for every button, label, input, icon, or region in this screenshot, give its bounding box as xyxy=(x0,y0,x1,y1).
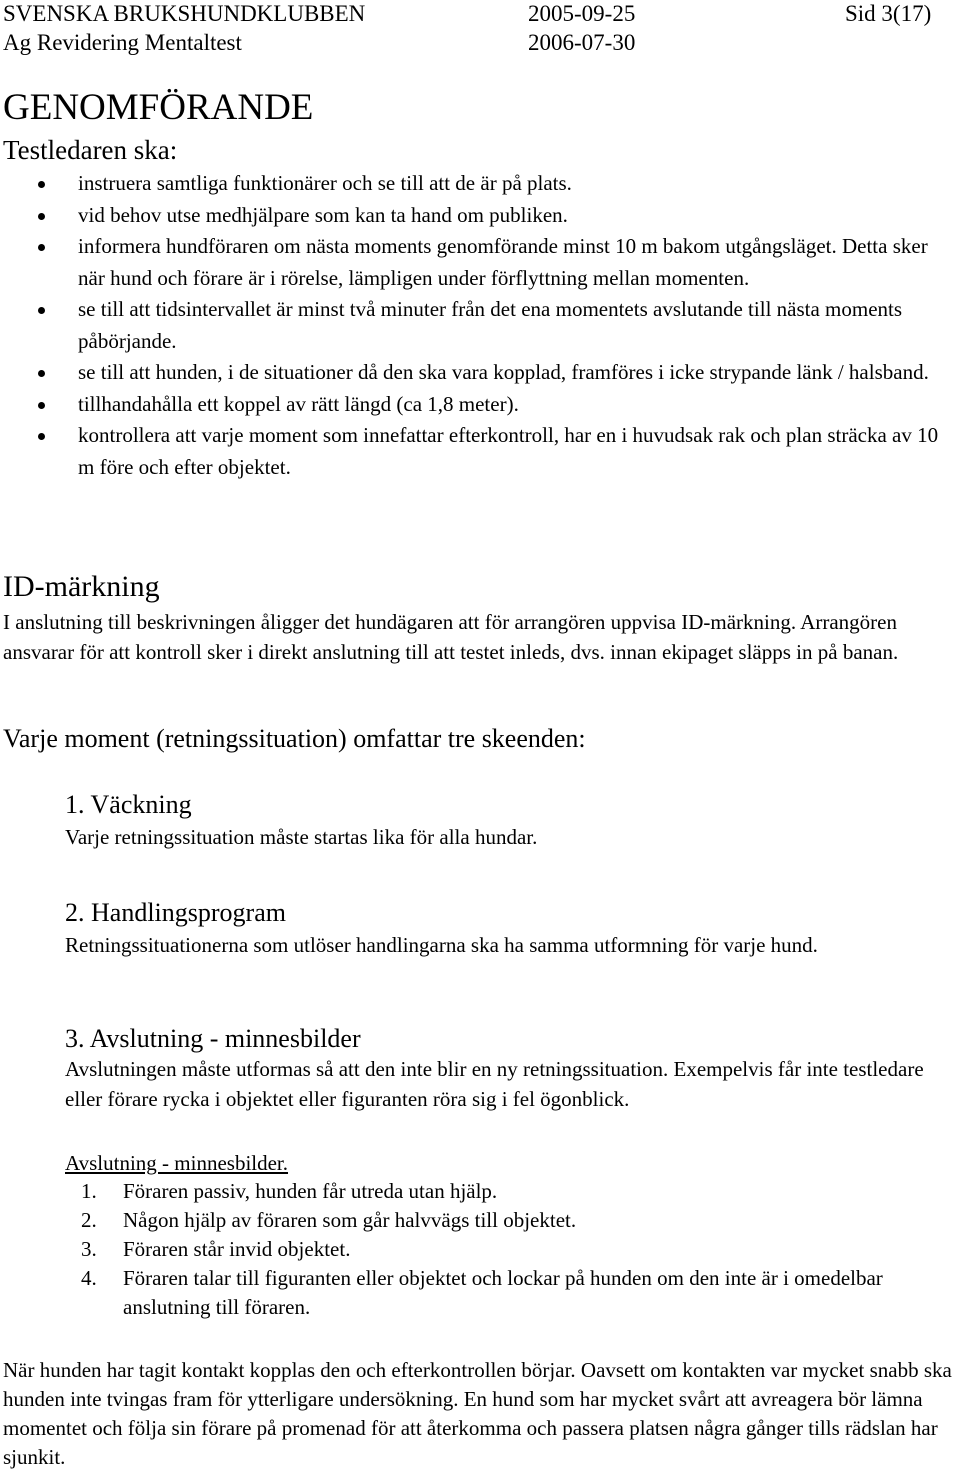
step-text-handlingsprogram: Retningssituationerna som utlöser handlingarna ska ha samma utformning för varje hund. xyxy=(65,933,818,957)
bullet-icon xyxy=(38,433,45,440)
avslutning-numbered-list xyxy=(0,1177,960,1322)
step-heading-handlingsprogram: 2. Handlingsprogram xyxy=(65,898,286,927)
list-item-number: 2. xyxy=(81,1208,97,1232)
list-item-text: Föraren passiv, hunden får utreda utan hjälp. xyxy=(123,1179,498,1203)
list-item xyxy=(0,231,960,294)
testledaren-bullet-list xyxy=(0,168,960,483)
list-item-text: kontrollera att varje moment som innefattar efterkontroll, har en i huvudsak rak och plan sträcka av 10 m före och efter objektet. xyxy=(78,423,939,479)
header-page-number: Sid 3(17) xyxy=(845,1,932,26)
list-item-text: vid behov utse medhjälpare som kan ta hand om publiken. xyxy=(78,202,568,227)
list-item-number: 1. xyxy=(81,1179,97,1203)
list-item-text: Föraren talar till figuranten eller objektet och lockar på hunden om den inte är i omedelbar anslutning till föraren. xyxy=(123,1266,883,1319)
id-marking-paragraph: I anslutning till beskrivningen åligger det hundägaren att för arrangören uppvisa ID-märkning. Arrangören ansvarar för att kontroll sker i direkt anslutning till att testet inleds, dvs. innan ekipaget släpps in på banan. xyxy=(3,610,899,664)
step-heading-vackning: 1. Väckning xyxy=(65,790,192,819)
bullet-icon xyxy=(38,213,45,220)
list-item xyxy=(0,420,960,483)
list-item-text: tillhandahålla ett koppel av rätt längd (ca 1,8 meter). xyxy=(78,391,519,416)
list-item-text: se till att hunden, i de situationer då den ska vara kopplad, framföres i icke strypande länk / halsband. xyxy=(78,360,929,384)
header-date-created: 2005-09-25 xyxy=(528,1,636,26)
bullet-icon xyxy=(38,307,45,314)
list-item-text: se till att tidsintervallet är minst två minuter från det ena momentets avslutande till nästa moments påbörjande. xyxy=(78,297,903,353)
list-item xyxy=(0,1206,960,1235)
avslutning-subheading: Avslutning - minnesbilder. xyxy=(65,1151,289,1175)
list-item-number: 4. xyxy=(81,1266,97,1290)
list-item-text: Föraren står invid objektet. xyxy=(123,1237,351,1261)
list-item-text: informera hundföraren om nästa moments genomförande minst 10 m bakom utgångsläget. Detta sker när hund och förare är i rörelse, lämpligen under förflyttning mellan momenten. xyxy=(78,234,928,290)
step-heading-avslutning: 3. Avslutning - minnesbilder xyxy=(65,1024,361,1053)
section-subtitle-testledaren: Testledaren ska: xyxy=(3,135,178,165)
list-item-text: Någon hjälp av föraren som går halvvägs till objektet. xyxy=(123,1208,577,1232)
list-item xyxy=(0,1264,960,1322)
bullet-icon xyxy=(38,402,45,409)
bullet-icon xyxy=(38,370,45,377)
header-group: Ag Revidering Mentaltest xyxy=(3,30,242,55)
list-item xyxy=(0,357,960,389)
bullet-icon xyxy=(38,244,45,251)
list-item-text: instruera samtliga funktionärer och se till att de är på plats. xyxy=(78,171,572,195)
list-item xyxy=(0,294,960,357)
list-item xyxy=(0,1177,960,1206)
section-title-id-marking: ID-märkning xyxy=(3,570,160,603)
step-text-avslutning: Avslutningen måste utformas så att den inte blir en ny retningssituation. Exempelvis får inte testledare eller förare rycka i objektet eller figuranten röra sig i fel ögonblick. xyxy=(65,1057,924,1111)
section-title-varje-moment: Varje moment (retningssituation) omfattar tre skeenden: xyxy=(3,724,586,753)
header-date-revised: 2006-07-30 xyxy=(528,30,636,55)
step-text-vackning: Varje retningssituation måste startas lika för alla hundar. xyxy=(65,825,538,849)
list-item xyxy=(0,200,960,232)
list-item xyxy=(0,1235,960,1264)
section-title-genomforande: GENOMFÖRANDE xyxy=(3,87,314,128)
closing-paragraph: När hunden har tagit kontakt kopplas den och efterkontrollen börjar. Oavsett om kontakten var mycket snabb ska hunden inte tvingas fram för ytterligare undersökning. En hund som har mycket svårt att avreagera bör lämna momentet och följa sin förare på promenad för att återkomma och passera platsen några gånger tills rädslan har sjunkit. xyxy=(3,1358,952,1469)
list-item xyxy=(0,389,960,421)
bullet-icon xyxy=(38,181,45,188)
header-org: SVENSKA BRUKSHUNDKLUBBEN xyxy=(3,1,366,26)
list-item-number: 3. xyxy=(81,1237,97,1261)
list-item xyxy=(0,168,960,200)
